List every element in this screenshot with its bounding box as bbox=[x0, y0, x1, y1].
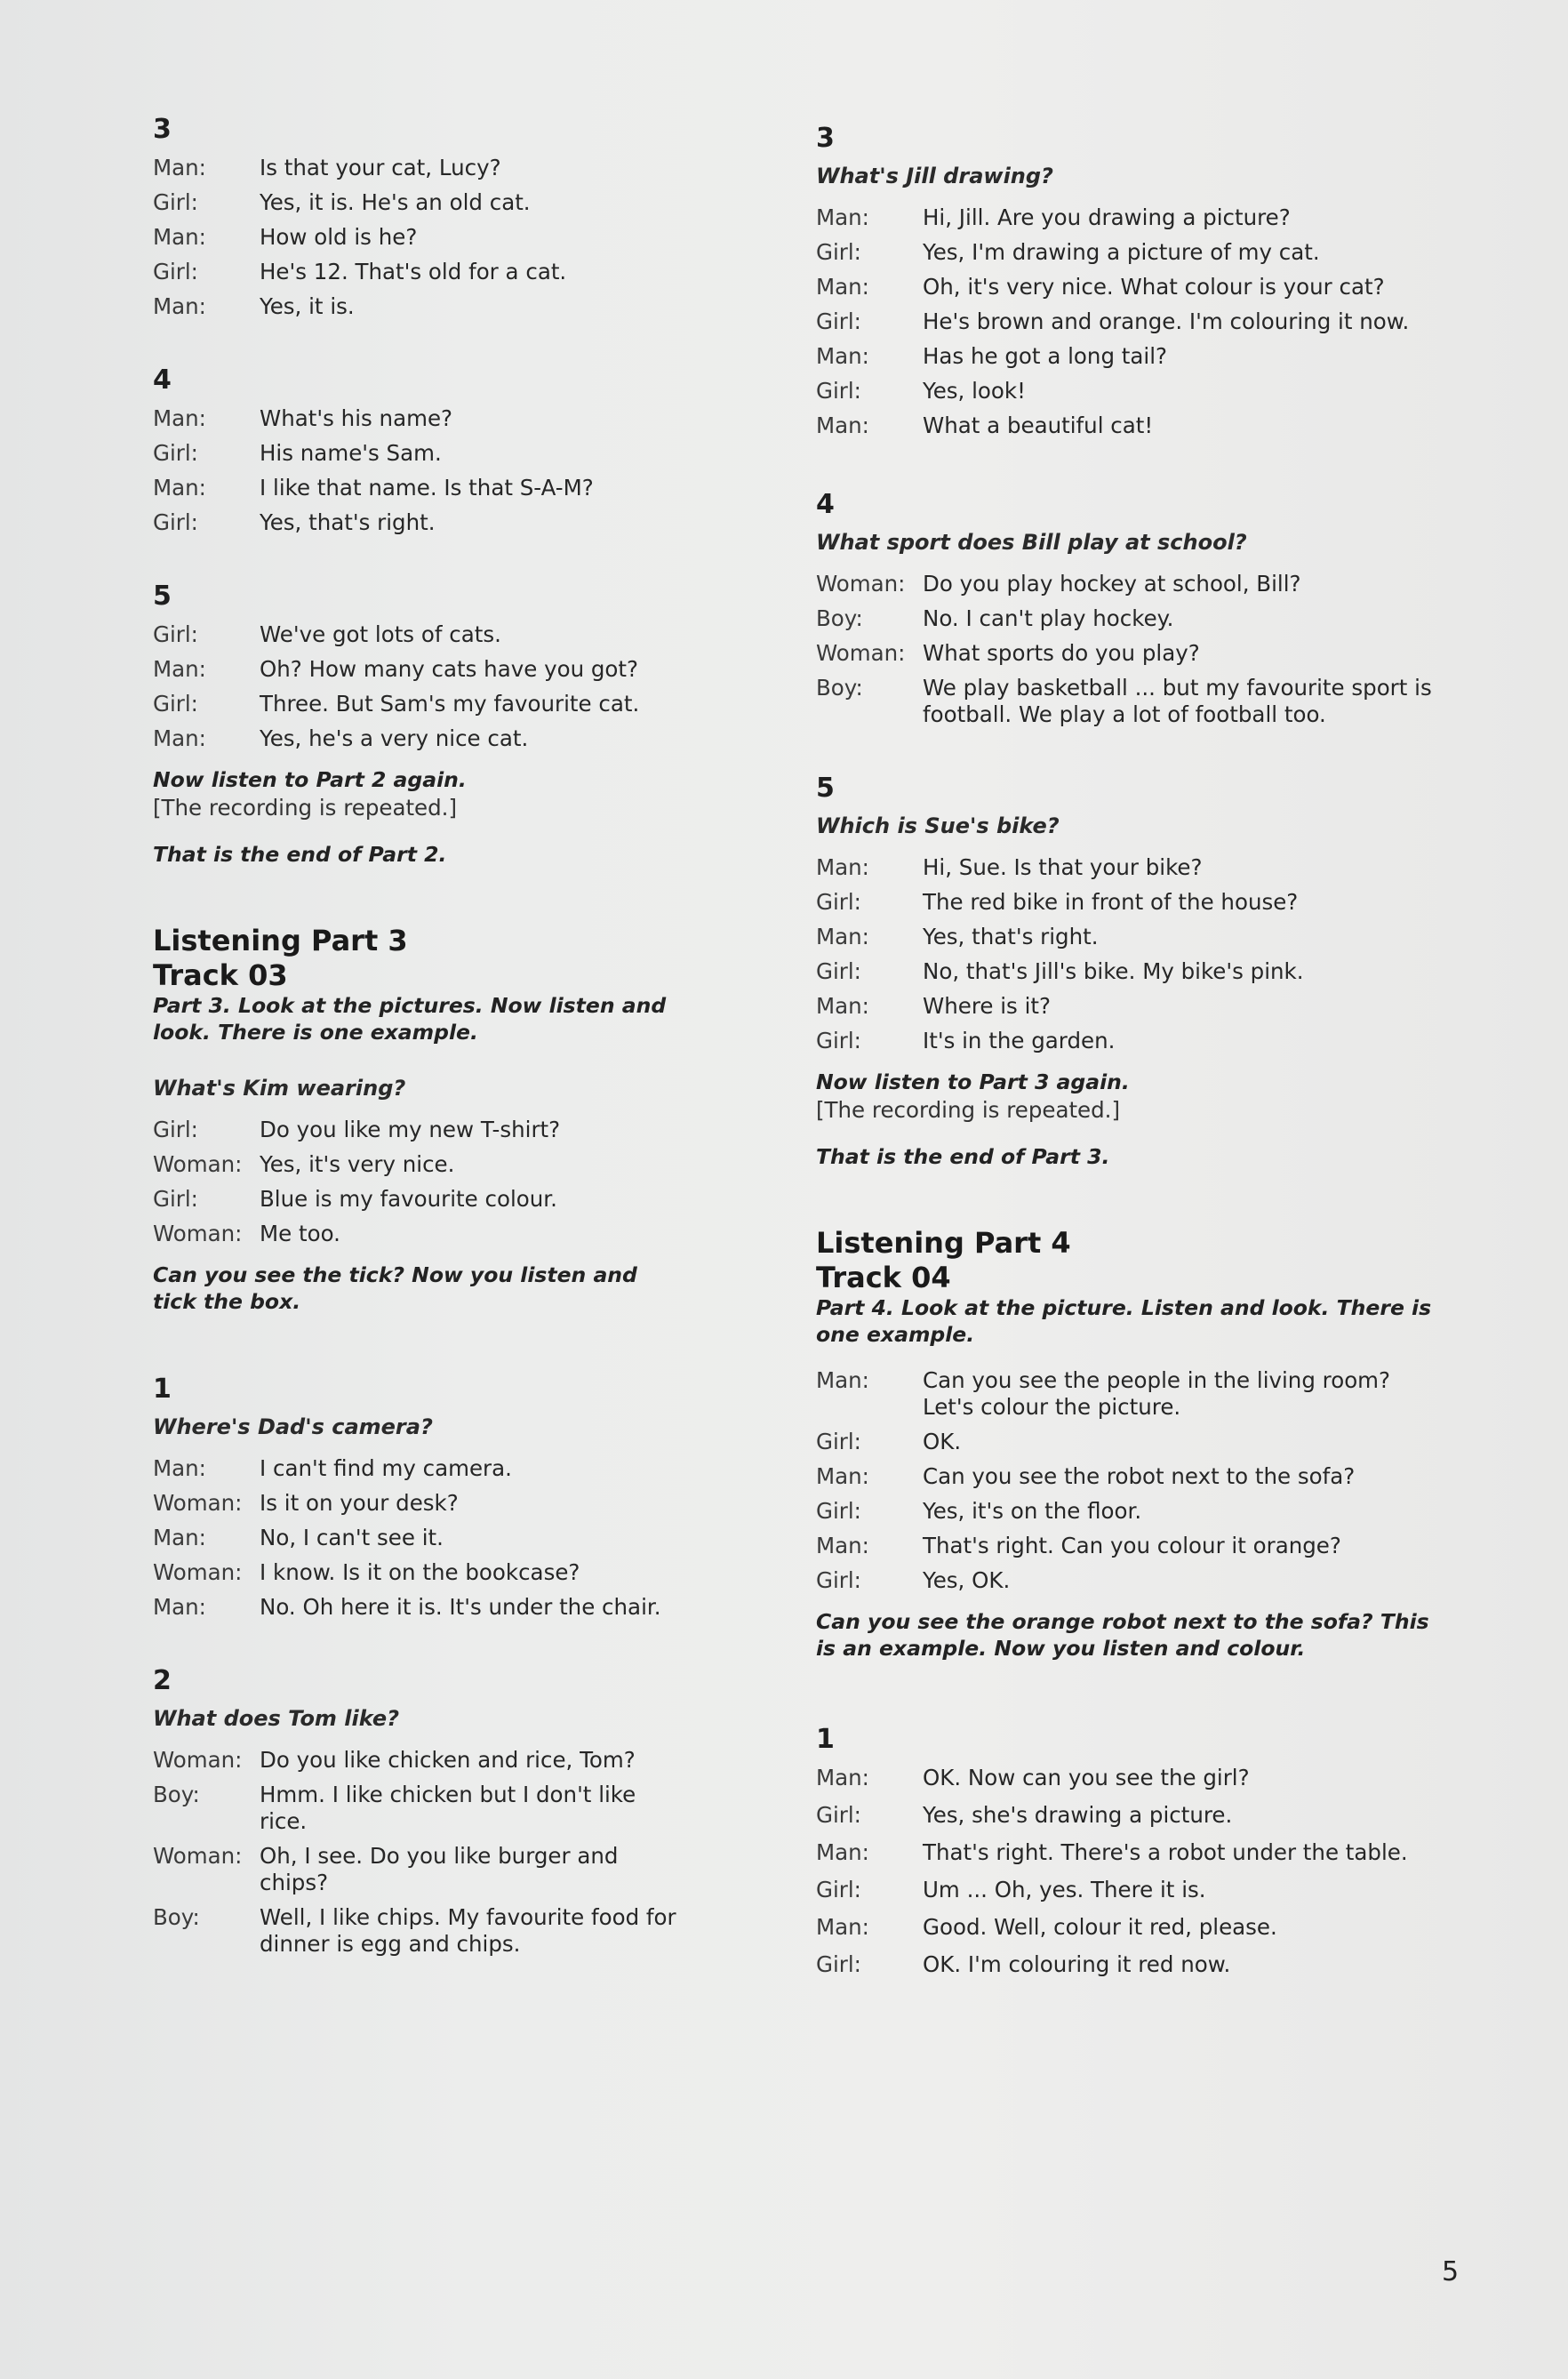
line-text: Um ... Oh, yes. There it is. bbox=[923, 1877, 1206, 1903]
question-number: 3 bbox=[153, 114, 172, 145]
track-label: Track 03 bbox=[153, 958, 288, 992]
speaker: Girl: bbox=[816, 1429, 861, 1455]
line-text: Yes, she's drawing a picture. bbox=[923, 1802, 1233, 1829]
speaker: Girl: bbox=[816, 1028, 861, 1053]
line-text: Three. But Sam's my favourite cat. bbox=[260, 691, 640, 717]
line-text: I like that name. Is that S-A-M? bbox=[260, 475, 594, 501]
speaker: Girl: bbox=[153, 440, 198, 466]
line-text: Yes, look! bbox=[923, 378, 1026, 404]
speaker: Man: bbox=[153, 293, 206, 319]
dialogue bbox=[153, 1117, 686, 1247]
dialogue bbox=[816, 1367, 1438, 1594]
speaker: Man: bbox=[816, 1839, 869, 1866]
left-column bbox=[153, 114, 686, 2002]
dialogue bbox=[153, 621, 686, 752]
line-text: Blue is my favourite colour. bbox=[260, 1186, 557, 1213]
question-number: 3 bbox=[816, 123, 835, 154]
speaker: Man: bbox=[816, 343, 869, 369]
speaker: Boy: bbox=[153, 1904, 200, 1931]
question-text: Which is Sue's bike? bbox=[816, 813, 1060, 838]
repeated-note: [The recording is repeated.] bbox=[816, 1097, 1121, 1123]
line-text: His name's Sam. bbox=[260, 440, 442, 466]
question-text: What sport does Bill play at school? bbox=[816, 530, 1247, 555]
dialogue bbox=[816, 204, 1438, 439]
question-text: What's Kim wearing? bbox=[153, 1076, 406, 1101]
dialogue bbox=[153, 405, 686, 536]
speaker: Girl: bbox=[153, 1186, 198, 1213]
listen-again-note: Now listen to Part 3 again. bbox=[816, 1069, 1130, 1094]
speaker: Girl: bbox=[816, 1951, 861, 1978]
part3-question-3 bbox=[816, 123, 1438, 439]
line-text: OK. I'm colouring it red now. bbox=[923, 1951, 1231, 1978]
section-heading: Listening Part 3 bbox=[153, 924, 408, 957]
part3-section bbox=[153, 923, 686, 1958]
dialogue bbox=[816, 571, 1438, 728]
part3-question-1 bbox=[153, 1374, 686, 1621]
section-heading: Listening Part 4 bbox=[816, 1226, 1071, 1260]
example-note: Can you see the orange robot next to the sofa? This is an example. Now you listen and colour. bbox=[816, 1609, 1429, 1662]
speaker: Man: bbox=[816, 854, 869, 880]
line-text: Oh, it's very nice. What colour is your cat? bbox=[923, 274, 1385, 300]
question-number: 5 bbox=[816, 773, 835, 804]
line-text: Well, I like chips. My favourite food for dinner is egg and chips. bbox=[260, 1904, 676, 1958]
line-text: That's right. There's a robot under the table. bbox=[923, 1839, 1408, 1866]
speaker: Woman: bbox=[153, 1151, 243, 1178]
line-text: What a beautiful cat! bbox=[923, 413, 1154, 438]
line-text: Can you see the people in the living room? Let's colour the picture. bbox=[923, 1367, 1391, 1421]
line-text: Good. Well, colour it red, please. bbox=[923, 1914, 1277, 1941]
part3-example bbox=[153, 1076, 686, 1315]
line-text: Yes, he's a very nice cat. bbox=[260, 725, 529, 751]
repeated-note: [The recording is repeated.] bbox=[153, 795, 458, 821]
line-text: I can't find my camera. bbox=[260, 1455, 512, 1482]
line-text: Is it on your desk? bbox=[260, 1490, 459, 1517]
speaker: Girl: bbox=[816, 1877, 861, 1903]
part3-question-4 bbox=[816, 489, 1438, 728]
line-text: Yes, that's right. bbox=[923, 924, 1099, 949]
speaker: Man: bbox=[153, 1455, 206, 1482]
speaker: Man: bbox=[816, 274, 869, 300]
speaker: Man: bbox=[816, 1463, 869, 1490]
line-text: Yes, it is. He's an old cat. bbox=[260, 189, 531, 215]
instruction: Part 3. Look at the pictures. Now listen and look. There is one example. bbox=[153, 993, 667, 1045]
question-text: What does Tom like? bbox=[153, 1706, 400, 1732]
page-number: 5 bbox=[1442, 2256, 1460, 2287]
speaker: Girl: bbox=[153, 189, 198, 215]
speaker: Girl: bbox=[153, 509, 198, 535]
line-text: OK. Now can you see the girl? bbox=[923, 1765, 1250, 1791]
question-number: 4 bbox=[816, 489, 835, 520]
right-column bbox=[816, 123, 1438, 2023]
speaker: Man: bbox=[816, 1533, 869, 1559]
part2-question-5 bbox=[153, 581, 686, 868]
line-text: OK. bbox=[923, 1429, 962, 1455]
line-text: It's in the garden. bbox=[923, 1028, 1116, 1053]
speaker: Woman: bbox=[816, 571, 906, 597]
part4-question-1 bbox=[816, 1724, 1438, 1978]
speaker: Man: bbox=[153, 155, 206, 180]
speaker: Man: bbox=[816, 204, 869, 230]
part4-example bbox=[816, 1367, 1438, 1662]
speaker: Man: bbox=[153, 224, 206, 250]
line-text: Do you like chicken and rice, Tom? bbox=[260, 1747, 636, 1774]
speaker: Woman: bbox=[153, 1747, 243, 1774]
speaker: Man: bbox=[816, 1765, 869, 1791]
line-text: Is that your cat, Lucy? bbox=[260, 155, 501, 180]
speaker: Boy: bbox=[816, 605, 863, 631]
dialogue bbox=[816, 854, 1438, 1054]
line-text: We play basketball ... but my favourite sport is football. We play a lot of football too. bbox=[923, 675, 1432, 727]
line-text: Oh, I see. Do you like burger and chips? bbox=[260, 1843, 619, 1896]
line-text: Oh? How many cats have you got? bbox=[260, 656, 639, 682]
speaker: Girl: bbox=[153, 1117, 198, 1143]
line-text: How old is he? bbox=[260, 224, 418, 250]
speaker: Girl: bbox=[153, 259, 198, 284]
line-text: Yes, I'm drawing a picture of my cat. bbox=[923, 239, 1320, 265]
line-text: No, I can't see it. bbox=[260, 1525, 444, 1551]
question-number: 4 bbox=[153, 364, 172, 396]
speaker: Girl: bbox=[816, 308, 861, 334]
speaker: Man: bbox=[816, 924, 869, 949]
line-text: Hi, Jill. Are you drawing a picture? bbox=[923, 204, 1291, 230]
speaker: Girl: bbox=[816, 958, 861, 984]
line-text: He's brown and orange. I'm colouring it now. bbox=[923, 308, 1410, 334]
question-number: 5 bbox=[153, 581, 172, 612]
part2-question-4 bbox=[153, 364, 686, 536]
part3-question-2 bbox=[153, 1665, 686, 1958]
question-number: 1 bbox=[816, 1724, 835, 1756]
question-text: Where's Dad's camera? bbox=[153, 1414, 433, 1440]
line-text: Can you see the robot next to the sofa? bbox=[923, 1463, 1356, 1490]
speaker: Man: bbox=[153, 1594, 206, 1621]
speaker: Girl: bbox=[816, 378, 861, 404]
line-text: The red bike in front of the house? bbox=[923, 889, 1299, 915]
line-text: What's his name? bbox=[260, 405, 453, 431]
speaker: Man: bbox=[816, 1367, 869, 1394]
question-number: 2 bbox=[153, 1665, 172, 1697]
dialogue bbox=[816, 1765, 1438, 1978]
line-text: That's right. Can you colour it orange? bbox=[923, 1533, 1341, 1559]
speaker: Girl: bbox=[816, 1498, 861, 1525]
part4-section bbox=[816, 1225, 1438, 1978]
speaker: Man: bbox=[816, 993, 869, 1019]
speaker: Man: bbox=[153, 725, 206, 751]
line-text: Do you play hockey at school, Bill? bbox=[923, 571, 1301, 597]
track-label: Track 04 bbox=[816, 1261, 951, 1294]
speaker: Girl: bbox=[153, 621, 198, 647]
question-text: What's Jill drawing? bbox=[816, 164, 1053, 188]
speaker: Girl: bbox=[816, 889, 861, 915]
dialogue bbox=[153, 155, 686, 320]
line-text: Hi, Sue. Is that your bike? bbox=[923, 854, 1203, 880]
speaker: Boy: bbox=[153, 1782, 200, 1808]
speaker: Man: bbox=[153, 405, 206, 431]
line-text: Yes, that's right. bbox=[260, 509, 436, 535]
line-text: I know. Is it on the bookcase? bbox=[260, 1559, 580, 1586]
line-text: Where is it? bbox=[923, 993, 1051, 1019]
speaker: Man: bbox=[153, 656, 206, 682]
instruction: Part 4. Look at the picture. Listen and look. There is one example. bbox=[816, 1295, 1432, 1348]
speaker: Girl: bbox=[816, 239, 861, 265]
speaker: Woman: bbox=[153, 1559, 243, 1586]
line-text: Me too. bbox=[260, 1221, 340, 1247]
speaker: Man: bbox=[816, 1914, 869, 1941]
line-text: Hmm. I like chicken but I don't like rice. bbox=[260, 1782, 636, 1835]
speaker: Girl: bbox=[816, 1567, 861, 1594]
speaker: Man: bbox=[153, 475, 206, 501]
line-text: Yes, it's on the floor. bbox=[923, 1498, 1142, 1525]
example-note: Can you see the tick? Now you listen and tick the box. bbox=[153, 1262, 637, 1315]
line-text: We've got lots of cats. bbox=[260, 621, 501, 647]
part3-question-5 bbox=[816, 773, 1438, 1170]
line-text: Yes, it's very nice. bbox=[260, 1151, 455, 1178]
line-text: No. Oh here it is. It's under the chair. bbox=[260, 1594, 661, 1621]
dialogue bbox=[153, 1455, 686, 1621]
line-text: No. I can't play hockey. bbox=[923, 605, 1174, 631]
listen-again-note: Now listen to Part 2 again. bbox=[153, 767, 467, 792]
part2-question-3 bbox=[153, 114, 686, 320]
dialogue bbox=[153, 1747, 686, 1958]
question-number: 1 bbox=[153, 1374, 172, 1406]
speaker: Girl: bbox=[153, 691, 198, 717]
speaker: Girl: bbox=[816, 1802, 861, 1829]
speaker: Man: bbox=[816, 413, 869, 438]
speaker: Woman: bbox=[153, 1843, 243, 1870]
line-text: Yes, it is. bbox=[260, 293, 355, 319]
line-text: Has he got a long tail? bbox=[923, 343, 1168, 369]
line-text: What sports do you play? bbox=[923, 640, 1200, 666]
speaker: Woman: bbox=[153, 1221, 243, 1247]
speaker: Man: bbox=[153, 1525, 206, 1551]
speaker: Woman: bbox=[153, 1490, 243, 1517]
speaker: Boy: bbox=[816, 675, 863, 701]
line-text: Do you like my new T-shirt? bbox=[260, 1117, 561, 1143]
line-text: No, that's Jill's bike. My bike's pink. bbox=[923, 958, 1304, 984]
line-text: He's 12. That's old for a cat. bbox=[260, 259, 567, 284]
end-of-part-note: That is the end of Part 3. bbox=[816, 1144, 1110, 1169]
end-of-part-note: That is the end of Part 2. bbox=[153, 842, 447, 867]
speaker: Woman: bbox=[816, 640, 906, 666]
line-text: Yes, OK. bbox=[923, 1567, 1011, 1594]
